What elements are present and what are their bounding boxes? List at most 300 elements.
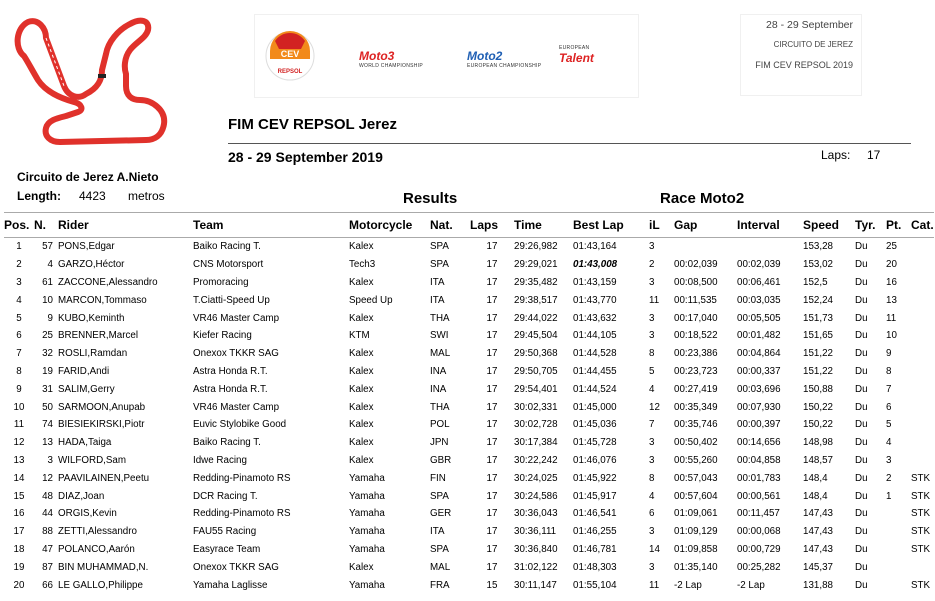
cell-time: 29:45,504 bbox=[514, 330, 558, 342]
cell-best-lap: 01:46,076 bbox=[573, 454, 617, 466]
cell-laps: 17 bbox=[486, 543, 498, 555]
cell-gap: 00:02,039 bbox=[674, 259, 718, 271]
cell-team: Yamaha Laglisse bbox=[193, 579, 268, 591]
cell-interval: 00:02,039 bbox=[737, 259, 781, 271]
cell-rider: KUBO,Keminth bbox=[58, 312, 125, 324]
cell-gap: 00:27,419 bbox=[674, 383, 718, 395]
cell-team: Redding-Pinamoto RS bbox=[193, 508, 291, 520]
cell-motorcycle: KTM bbox=[349, 330, 370, 342]
cell-number: 44 bbox=[42, 508, 53, 520]
race-heading: Race Moto2 bbox=[660, 190, 745, 207]
cell-pos: 19 bbox=[13, 561, 25, 573]
moto2-logo-text: Moto2 bbox=[467, 49, 503, 63]
cell-points: 6 bbox=[886, 401, 892, 413]
cell-nat: SPA bbox=[430, 241, 449, 253]
length-unit: metros bbox=[128, 189, 165, 203]
cell-nat: ITA bbox=[430, 526, 445, 538]
cell-category: STK bbox=[911, 508, 931, 520]
cell-points: 1 bbox=[886, 490, 892, 502]
cell-best-lap: 01:46,541 bbox=[573, 508, 617, 520]
cell-pos: 15 bbox=[13, 490, 25, 502]
table-row bbox=[4, 487, 934, 505]
cell-laps: 17 bbox=[486, 241, 498, 253]
cell-team: Idwe Racing bbox=[193, 454, 247, 466]
length-label: Length: bbox=[17, 189, 61, 203]
cell-nat: GBR bbox=[430, 454, 452, 466]
cell-tyre: Du bbox=[855, 330, 868, 342]
cell-best-lap: 01:43,164 bbox=[573, 241, 617, 253]
column-header-interval: Interval bbox=[737, 213, 803, 238]
event-dates: 28 - 29 September 2019 bbox=[228, 149, 383, 165]
cell-speed: 148,4 bbox=[803, 490, 828, 502]
cell-best-lap: 01:44,528 bbox=[573, 348, 617, 360]
cell-laps: 17 bbox=[486, 312, 498, 324]
cell-category bbox=[911, 256, 934, 274]
cell-time: 31:02,122 bbox=[514, 561, 558, 573]
cell-speed: 148,4 bbox=[803, 472, 828, 484]
cell-nat: FIN bbox=[430, 472, 446, 484]
cell-tyre: Du bbox=[855, 508, 868, 520]
cell-speed: 153,02 bbox=[803, 259, 833, 271]
cell-motorcycle: Kalex bbox=[349, 419, 374, 431]
cell-rider: ZETTI,Alessandro bbox=[58, 526, 137, 538]
column-header-nat: Nat. bbox=[430, 213, 470, 238]
cell-team: Promoracing bbox=[193, 276, 249, 288]
column-header-rider: Rider bbox=[58, 213, 193, 238]
column-header-pos: Pos. bbox=[4, 213, 34, 238]
table-row bbox=[4, 416, 934, 434]
table-row bbox=[4, 452, 934, 470]
cell-best-lap: 01:45,036 bbox=[573, 419, 617, 431]
cell-motorcycle: Yamaha bbox=[349, 526, 385, 538]
cell-category: STK bbox=[911, 490, 931, 502]
cell-gap: 00:18,522 bbox=[674, 330, 718, 342]
cell-tyre: Du bbox=[855, 419, 868, 431]
cell-interval: 00:07,930 bbox=[737, 401, 781, 413]
cell-number: 50 bbox=[42, 401, 53, 413]
cell-rider: BIN MUHAMMAD,N. bbox=[58, 561, 149, 573]
cell-team: Onexox TKKR SAG bbox=[193, 348, 279, 360]
column-header-laps: Laps bbox=[470, 213, 514, 238]
cell-team: Redding-Pinamoto RS bbox=[193, 472, 291, 484]
cell-time: 30:36,840 bbox=[514, 543, 558, 555]
table-row bbox=[4, 238, 934, 256]
cell-interval: 00:00,337 bbox=[737, 365, 781, 377]
cell-category bbox=[911, 274, 934, 292]
cell-motorcycle: Yamaha bbox=[349, 543, 385, 555]
cell-il: 6 bbox=[649, 508, 655, 520]
cell-team: VR46 Master Camp bbox=[193, 401, 280, 413]
cell-laps: 17 bbox=[486, 383, 498, 395]
cell-speed: 151,22 bbox=[803, 348, 833, 360]
table-row bbox=[4, 345, 934, 363]
cell-rider: ORGIS,Kevin bbox=[58, 508, 117, 520]
cell-best-lap: 01:44,524 bbox=[573, 383, 617, 395]
cell-nat: INA bbox=[430, 383, 447, 395]
talent-logo-text: Talent bbox=[559, 51, 594, 65]
cell-interval: 00:01,783 bbox=[737, 472, 781, 484]
cell-tyre: Du bbox=[855, 526, 868, 538]
cell-nat: THA bbox=[430, 312, 450, 324]
table-row bbox=[4, 523, 934, 541]
laps-value: 17 bbox=[867, 148, 881, 162]
cell-number: 3 bbox=[47, 454, 53, 466]
table-row bbox=[4, 291, 934, 309]
cell-speed: 150,88 bbox=[803, 383, 833, 395]
cell-pos: 20 bbox=[13, 579, 25, 591]
cell-category: STK bbox=[911, 526, 931, 538]
table-row bbox=[4, 469, 934, 487]
cell-time: 30:11,147 bbox=[514, 579, 557, 591]
cell-best-lap: 01:44,105 bbox=[573, 330, 617, 342]
event-badge bbox=[740, 14, 862, 96]
cell-rider: POLANCO,Aarón bbox=[58, 543, 135, 555]
cell-gap: 00:57,604 bbox=[674, 490, 718, 502]
column-header-team: Team bbox=[193, 213, 349, 238]
cell-best-lap: 01:46,255 bbox=[573, 526, 617, 538]
cell-best-lap: 01:48,303 bbox=[573, 561, 617, 573]
cell-best-lap: 01:43,008 bbox=[573, 259, 618, 271]
cell-number: 4 bbox=[47, 259, 53, 271]
cell-best-lap: 01:45,922 bbox=[573, 472, 617, 484]
talent-logo bbox=[559, 45, 594, 65]
cell-gap: 00:35,746 bbox=[674, 419, 718, 431]
cell-points: 5 bbox=[886, 419, 892, 431]
results-heading: Results bbox=[403, 190, 458, 207]
cell-time: 29:44,022 bbox=[514, 312, 558, 324]
moto2-logo bbox=[467, 49, 541, 69]
cell-time: 30:24,025 bbox=[514, 472, 558, 484]
cell-pos: 13 bbox=[13, 454, 25, 466]
cell-rider: PAAVILAINEN,Peetu bbox=[58, 472, 150, 484]
cell-interval: 00:06,461 bbox=[737, 276, 781, 288]
moto3-logo-sub: WORLD CHAMPIONSHIP bbox=[359, 63, 424, 69]
cell-interval: 00:00,397 bbox=[737, 419, 781, 431]
cell-category bbox=[911, 291, 934, 309]
cell-gap: 01:35,140 bbox=[674, 561, 718, 573]
column-header-tyre: Tyr. bbox=[855, 213, 886, 238]
cell-team: T.Ciatti-Speed Up bbox=[193, 294, 270, 306]
cell-motorcycle: Speed Up bbox=[349, 294, 393, 306]
column-header-speed: Speed bbox=[803, 213, 855, 238]
cell-interval: 00:03,035 bbox=[737, 294, 781, 306]
cell-time: 30:36,043 bbox=[514, 508, 558, 520]
cell-points: 11 bbox=[886, 312, 897, 324]
cell-rider: HADA,Taiga bbox=[58, 437, 112, 449]
cell-time: 29:54,401 bbox=[514, 383, 558, 395]
circuit-name: Circuito de Jerez A.Nieto bbox=[17, 170, 159, 184]
cell-rider: FARID,Andi bbox=[58, 365, 110, 377]
cell-nat: ITA bbox=[430, 276, 445, 288]
cell-motorcycle: Kalex bbox=[349, 383, 374, 395]
table-row bbox=[4, 309, 934, 327]
cell-tyre: Du bbox=[855, 276, 868, 288]
cell-rider: DIAZ,Joan bbox=[58, 490, 105, 502]
cell-number: 19 bbox=[42, 365, 53, 377]
cell-team: Onexox TKKR SAG bbox=[193, 561, 279, 573]
cell-il: 3 bbox=[649, 454, 655, 466]
cell-best-lap: 01:43,770 bbox=[573, 294, 617, 306]
cell-pos: 5 bbox=[16, 312, 22, 324]
cell-laps: 17 bbox=[486, 365, 498, 377]
cell-time: 30:02,728 bbox=[514, 419, 558, 431]
cell-time: 29:26,982 bbox=[514, 241, 558, 253]
cell-team: DCR Racing T. bbox=[193, 490, 258, 502]
cell-speed: 147,43 bbox=[803, 543, 833, 555]
cell-pos: 8 bbox=[16, 365, 22, 377]
cell-pos: 10 bbox=[13, 401, 25, 413]
table-row bbox=[4, 274, 934, 292]
cell-time: 30:02,331 bbox=[514, 401, 558, 413]
cell-il: 14 bbox=[649, 543, 660, 555]
cell-laps: 17 bbox=[486, 259, 498, 271]
cell-team: FAU55 Racing bbox=[193, 526, 257, 538]
cell-il: 3 bbox=[649, 437, 655, 449]
cell-interval: 00:03,696 bbox=[737, 383, 781, 395]
cell-category bbox=[911, 434, 934, 452]
cell-points bbox=[886, 576, 911, 594]
cell-nat: FRA bbox=[430, 579, 450, 591]
cell-pos: 9 bbox=[16, 383, 22, 395]
length-value: 4423 bbox=[79, 189, 106, 203]
cell-il: 8 bbox=[649, 472, 655, 484]
cell-team: Kiefer Racing bbox=[193, 330, 252, 342]
cell-nat: POL bbox=[430, 419, 450, 431]
moto2-logo-sub: EUROPEAN CHAMPIONSHIP bbox=[467, 63, 542, 69]
cev-text: CEV bbox=[280, 49, 300, 59]
cell-team: Euvic Stylobike Good bbox=[193, 419, 287, 431]
table-row bbox=[4, 256, 934, 274]
cell-best-lap: 01:45,917 bbox=[573, 490, 617, 502]
cell-speed: 151,73 bbox=[803, 312, 833, 324]
laps-label: Laps: bbox=[821, 148, 851, 162]
cell-gap: 00:35,349 bbox=[674, 401, 718, 413]
cell-motorcycle: Kalex bbox=[349, 241, 374, 253]
cell-interval: 00:00,561 bbox=[737, 490, 781, 502]
cell-pos: 12 bbox=[13, 437, 25, 449]
column-header-gap: Gap bbox=[674, 213, 737, 238]
cell-motorcycle: Kalex bbox=[349, 561, 374, 573]
cell-points bbox=[886, 558, 911, 576]
cell-best-lap: 01:46,781 bbox=[573, 543, 617, 555]
moto3-logo-text: Moto3 bbox=[359, 49, 395, 63]
sponsor-logo-strip bbox=[254, 14, 639, 98]
cell-pos: 16 bbox=[13, 508, 25, 520]
cell-best-lap: 01:55,104 bbox=[573, 579, 617, 591]
cell-pos: 1 bbox=[16, 241, 22, 253]
column-header-category: Cat. bbox=[911, 213, 934, 238]
cell-number: 74 bbox=[42, 419, 53, 431]
cell-speed: 147,43 bbox=[803, 526, 833, 538]
cell-gap: 01:09,858 bbox=[674, 543, 718, 555]
cell-number: 12 bbox=[42, 472, 53, 484]
cell-number: 61 bbox=[42, 276, 53, 288]
cell-laps: 17 bbox=[486, 508, 498, 520]
cell-pos: 17 bbox=[13, 526, 25, 538]
cell-nat: GER bbox=[430, 508, 452, 520]
cell-number: 9 bbox=[47, 312, 53, 324]
cell-gap: 01:09,061 bbox=[674, 508, 718, 520]
cell-points: 9 bbox=[886, 348, 892, 360]
table-row bbox=[4, 380, 934, 398]
cell-team: Baiko Racing T. bbox=[193, 437, 261, 449]
cell-motorcycle: Yamaha bbox=[349, 508, 385, 520]
cell-gap: 00:23,386 bbox=[674, 348, 718, 360]
cell-gap: 00:11,535 bbox=[674, 294, 717, 306]
cell-tyre: Du bbox=[855, 437, 868, 449]
talent-logo-sub: EUROPEAN bbox=[559, 45, 590, 51]
header-divider bbox=[228, 143, 911, 144]
cell-gap: 01:09,129 bbox=[674, 526, 718, 538]
cell-il: 2 bbox=[649, 259, 655, 271]
cell-il: 11 bbox=[649, 579, 660, 591]
cell-speed: 131,88 bbox=[803, 579, 833, 591]
cell-il: 3 bbox=[649, 276, 655, 288]
cell-category bbox=[911, 380, 934, 398]
cell-tyre: Du bbox=[855, 365, 868, 377]
cell-number: 25 bbox=[42, 330, 53, 342]
cell-motorcycle: Kalex bbox=[349, 401, 374, 413]
cell-il: 3 bbox=[649, 330, 655, 342]
cell-interval: -2 Lap bbox=[737, 579, 765, 591]
cell-category bbox=[911, 452, 934, 470]
cell-category bbox=[911, 363, 934, 381]
cell-points: 10 bbox=[886, 330, 897, 342]
cell-laps: 17 bbox=[486, 526, 498, 538]
cell-nat: INA bbox=[430, 365, 447, 377]
cell-laps: 17 bbox=[486, 490, 498, 502]
column-header-best-lap: Best Lap bbox=[573, 213, 649, 238]
cell-speed: 151,65 bbox=[803, 330, 833, 342]
cell-gap: 00:17,040 bbox=[674, 312, 718, 324]
cell-number: 88 bbox=[42, 526, 53, 538]
cell-number: 31 bbox=[42, 383, 53, 395]
cell-pos: 14 bbox=[13, 472, 25, 484]
cell-team: VR46 Master Camp bbox=[193, 312, 280, 324]
cell-speed: 153,28 bbox=[803, 241, 833, 253]
cell-best-lap: 01:43,632 bbox=[573, 312, 617, 324]
cell-points: 8 bbox=[886, 365, 892, 377]
cell-points: 4 bbox=[886, 437, 892, 449]
cell-speed: 148,57 bbox=[803, 454, 833, 466]
cell-tyre: Du bbox=[855, 294, 868, 306]
cell-laps: 15 bbox=[486, 579, 498, 591]
cell-tyre: Du bbox=[855, 401, 868, 413]
event-badge-dates: 28 - 29 September bbox=[766, 19, 853, 31]
cell-tyre: Du bbox=[855, 472, 868, 484]
cell-motorcycle: Kalex bbox=[349, 437, 374, 449]
cell-interval: 00:00,068 bbox=[737, 526, 781, 538]
cell-interval: 00:14,656 bbox=[737, 437, 781, 449]
cell-points bbox=[886, 505, 911, 523]
column-header-il: iL bbox=[649, 213, 674, 238]
cell-interval: 00:05,505 bbox=[737, 312, 781, 324]
cell-tyre: Du bbox=[855, 490, 868, 502]
cell-laps: 17 bbox=[486, 419, 498, 431]
cell-gap: 00:23,723 bbox=[674, 365, 718, 377]
cell-pos: 6 bbox=[16, 330, 22, 342]
cell-laps: 17 bbox=[486, 437, 498, 449]
cell-points bbox=[886, 523, 911, 541]
cell-tyre: Du bbox=[855, 259, 868, 271]
cell-il: 11 bbox=[649, 294, 660, 306]
column-header-points: Pt. bbox=[886, 213, 911, 238]
column-header-time: Time bbox=[514, 213, 573, 238]
cell-il: 3 bbox=[649, 526, 655, 538]
cell-motorcycle: Kalex bbox=[349, 348, 374, 360]
cell-points: 3 bbox=[886, 454, 892, 466]
cell-rider: WILFORD,Sam bbox=[58, 454, 127, 466]
cell-interval: 00:01,482 bbox=[737, 330, 781, 342]
cell-gap: 00:08,500 bbox=[674, 276, 718, 288]
cell-motorcycle: Yamaha bbox=[349, 579, 385, 591]
cell-rider: ZACCONE,Alessandro bbox=[58, 276, 158, 288]
cell-gap bbox=[674, 238, 737, 256]
cell-nat: MAL bbox=[430, 348, 451, 360]
cell-nat: SPA bbox=[430, 543, 449, 555]
cell-category bbox=[911, 416, 934, 434]
cell-team: Astra Honda R.T. bbox=[193, 365, 268, 377]
cell-tyre: Du bbox=[855, 579, 868, 591]
cell-time: 29:35,482 bbox=[514, 276, 558, 288]
cell-nat: SWI bbox=[430, 330, 449, 342]
cell-tyre: Du bbox=[855, 454, 868, 466]
cell-points: 13 bbox=[886, 294, 897, 306]
cell-time: 30:24,586 bbox=[514, 490, 558, 502]
cell-interval: 00:11,457 bbox=[737, 508, 780, 520]
cell-motorcycle: Kalex bbox=[349, 454, 374, 466]
cell-laps: 17 bbox=[486, 348, 498, 360]
cell-il: 4 bbox=[649, 490, 655, 502]
cell-number: 87 bbox=[42, 561, 53, 573]
cell-time: 30:36,111 bbox=[514, 526, 557, 538]
table-row bbox=[4, 434, 934, 452]
cell-category bbox=[911, 309, 934, 327]
cell-points: 16 bbox=[886, 276, 897, 288]
column-header-motorcycle: Motorcycle bbox=[349, 213, 430, 238]
event-badge-circuit: CIRCUITO DE JEREZ bbox=[773, 40, 853, 49]
cell-gap: -2 Lap bbox=[674, 579, 702, 591]
cell-rider: BIESIEKIRSKI,Piotr bbox=[58, 419, 145, 431]
cell-tyre: Du bbox=[855, 312, 868, 324]
cell-nat: SPA bbox=[430, 259, 449, 271]
cell-laps: 17 bbox=[486, 454, 498, 466]
cell-rider: SARMOON,Anupab bbox=[58, 401, 146, 413]
cell-motorcycle: Yamaha bbox=[349, 472, 385, 484]
cell-speed: 145,37 bbox=[803, 561, 833, 573]
cell-number: 32 bbox=[42, 348, 53, 360]
cell-time: 30:17,384 bbox=[514, 437, 558, 449]
cell-speed: 147,43 bbox=[803, 508, 833, 520]
table-row bbox=[4, 505, 934, 523]
cell-category: STK bbox=[911, 472, 931, 484]
cell-laps: 17 bbox=[486, 294, 498, 306]
cell-rider: PONS,Edgar bbox=[58, 241, 115, 253]
table-row bbox=[4, 398, 934, 416]
results-table bbox=[4, 212, 934, 594]
cell-gap: 00:55,260 bbox=[674, 454, 718, 466]
cell-tyre: Du bbox=[855, 383, 868, 395]
cell-interval: 00:04,864 bbox=[737, 348, 781, 360]
cell-tyre: Du bbox=[855, 543, 868, 555]
cell-number: 10 bbox=[42, 294, 53, 306]
circuit-track-map bbox=[6, 8, 176, 160]
cell-category bbox=[911, 558, 934, 576]
cell-il: 12 bbox=[649, 401, 660, 413]
cell-category: STK bbox=[911, 543, 931, 555]
cell-speed: 150,22 bbox=[803, 419, 833, 431]
cell-il: 8 bbox=[649, 348, 655, 360]
